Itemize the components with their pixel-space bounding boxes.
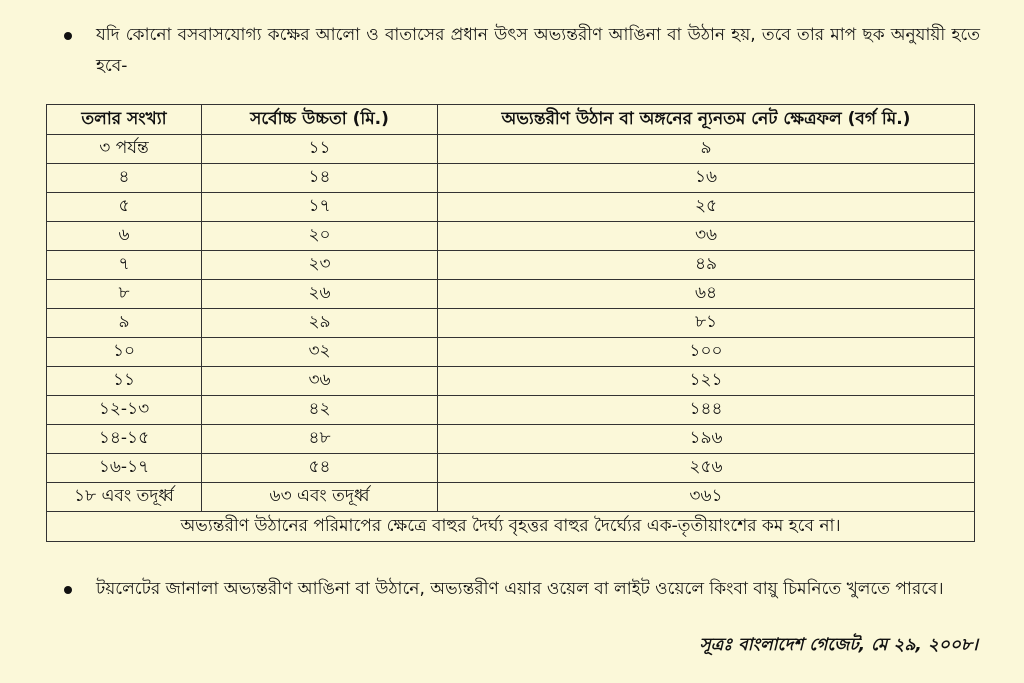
cell-floors: ৮ bbox=[47, 280, 202, 309]
cell-height: ৩৬ bbox=[202, 367, 438, 396]
cell-area: ৩৬ bbox=[438, 222, 975, 251]
table-row bbox=[47, 454, 975, 483]
cell-area: ৬৪ bbox=[438, 280, 975, 309]
cell-floors: ১৬-১৭ bbox=[47, 454, 202, 483]
cell-floors: ৫ bbox=[47, 193, 202, 222]
cell-floors: ৯ bbox=[47, 309, 202, 338]
cell-area: ২৫৬ bbox=[438, 454, 975, 483]
intro-paragraph bbox=[62, 20, 980, 82]
cell-floors: ৪ bbox=[47, 164, 202, 193]
cell-floors: ১২-১৩ bbox=[47, 396, 202, 425]
cell-area: ১২১ bbox=[438, 367, 975, 396]
courtyard-size-table bbox=[46, 104, 975, 542]
cell-area: ৯ bbox=[438, 135, 975, 164]
table-row bbox=[47, 483, 975, 512]
cell-height: ১৪ bbox=[202, 164, 438, 193]
header-max-height: সর্বোচ্চ উচ্চতা (মি.) bbox=[202, 105, 438, 135]
table-row bbox=[47, 367, 975, 396]
cell-area: ৩৬১ bbox=[438, 483, 975, 512]
cell-floors: ৬ bbox=[47, 222, 202, 251]
toilet-window-paragraph bbox=[62, 574, 980, 605]
source-citation: সূত্রঃ বাংলাদেশ গেজেট, মে ২৯, ২০০৮। bbox=[699, 635, 978, 655]
cell-floors: ১০ bbox=[47, 338, 202, 367]
cell-area: ১০০ bbox=[438, 338, 975, 367]
cell-area: ১৬ bbox=[438, 164, 975, 193]
table-row bbox=[47, 280, 975, 309]
table-row bbox=[47, 425, 975, 454]
table-row bbox=[47, 193, 975, 222]
table-header-row bbox=[47, 105, 975, 135]
cell-floors: ১৪-১৫ bbox=[47, 425, 202, 454]
bullet-icon bbox=[64, 586, 72, 594]
cell-area: ১৪৪ bbox=[438, 396, 975, 425]
cell-height: ৩২ bbox=[202, 338, 438, 367]
cell-height: ২৬ bbox=[202, 280, 438, 309]
cell-height: ৪৮ bbox=[202, 425, 438, 454]
cell-area: ৮১ bbox=[438, 309, 975, 338]
header-min-net-area: অভ্যন্তরীণ উঠান বা অঙ্গনের ন্যূনতম নেট ক্ষেত্রফল (বর্গ মি.) bbox=[438, 105, 975, 135]
cell-area: ১৯৬ bbox=[438, 425, 975, 454]
header-floor-count: তলার সংখ্যা bbox=[47, 105, 202, 135]
intro-paragraph-text: যদি কোনো বসবাসযোগ্য কক্ষের আলো ও বাতাসের প্রধান উৎস অভ্যন্তরীণ আঙিনা বা উঠান হয়, তবে তার মাপ ছক অনুযায়ী হতে হবে- bbox=[96, 25, 980, 76]
toilet-window-paragraph-text: টয়লেটের জানালা অভ্যন্তরীণ আঙিনা বা উঠানে, অভ্যন্তরীণ এয়ার ওয়েল বা লাইট ওয়েলে কিংবা বায়ু চিমনিতে খুলতে পারবে। bbox=[96, 579, 944, 599]
cell-height: ৫৪ bbox=[202, 454, 438, 483]
table-row bbox=[47, 222, 975, 251]
table-row bbox=[47, 338, 975, 367]
table-note-row bbox=[47, 512, 975, 542]
cell-height: ৪২ bbox=[202, 396, 438, 425]
cell-floors: ১১ bbox=[47, 367, 202, 396]
cell-height: ২৯ bbox=[202, 309, 438, 338]
cell-height: ৬৩ এবং তদূর্ধ্ব bbox=[202, 483, 438, 512]
table-row bbox=[47, 251, 975, 280]
table-row bbox=[47, 135, 975, 164]
table-row bbox=[47, 309, 975, 338]
cell-floors: ১৮ এবং তদূর্ধ্ব bbox=[47, 483, 202, 512]
cell-floors: ৩ পর্যন্ত bbox=[47, 135, 202, 164]
table-note: অভ্যন্তরীণ উঠানের পরিমাপের ক্ষেত্রে বাহুর দৈর্ঘ্য বৃহত্তর বাহুর দৈর্ঘ্যের এক-তৃতীয়াংশের কম হবে না। bbox=[47, 512, 975, 542]
bullet-icon bbox=[64, 32, 72, 40]
table-row bbox=[47, 164, 975, 193]
cell-area: ২৫ bbox=[438, 193, 975, 222]
cell-height: ২৩ bbox=[202, 251, 438, 280]
cell-height: ১৭ bbox=[202, 193, 438, 222]
cell-height: ১১ bbox=[202, 135, 438, 164]
cell-height: ২০ bbox=[202, 222, 438, 251]
cell-floors: ৭ bbox=[47, 251, 202, 280]
table-row bbox=[47, 396, 975, 425]
cell-area: ৪৯ bbox=[438, 251, 975, 280]
